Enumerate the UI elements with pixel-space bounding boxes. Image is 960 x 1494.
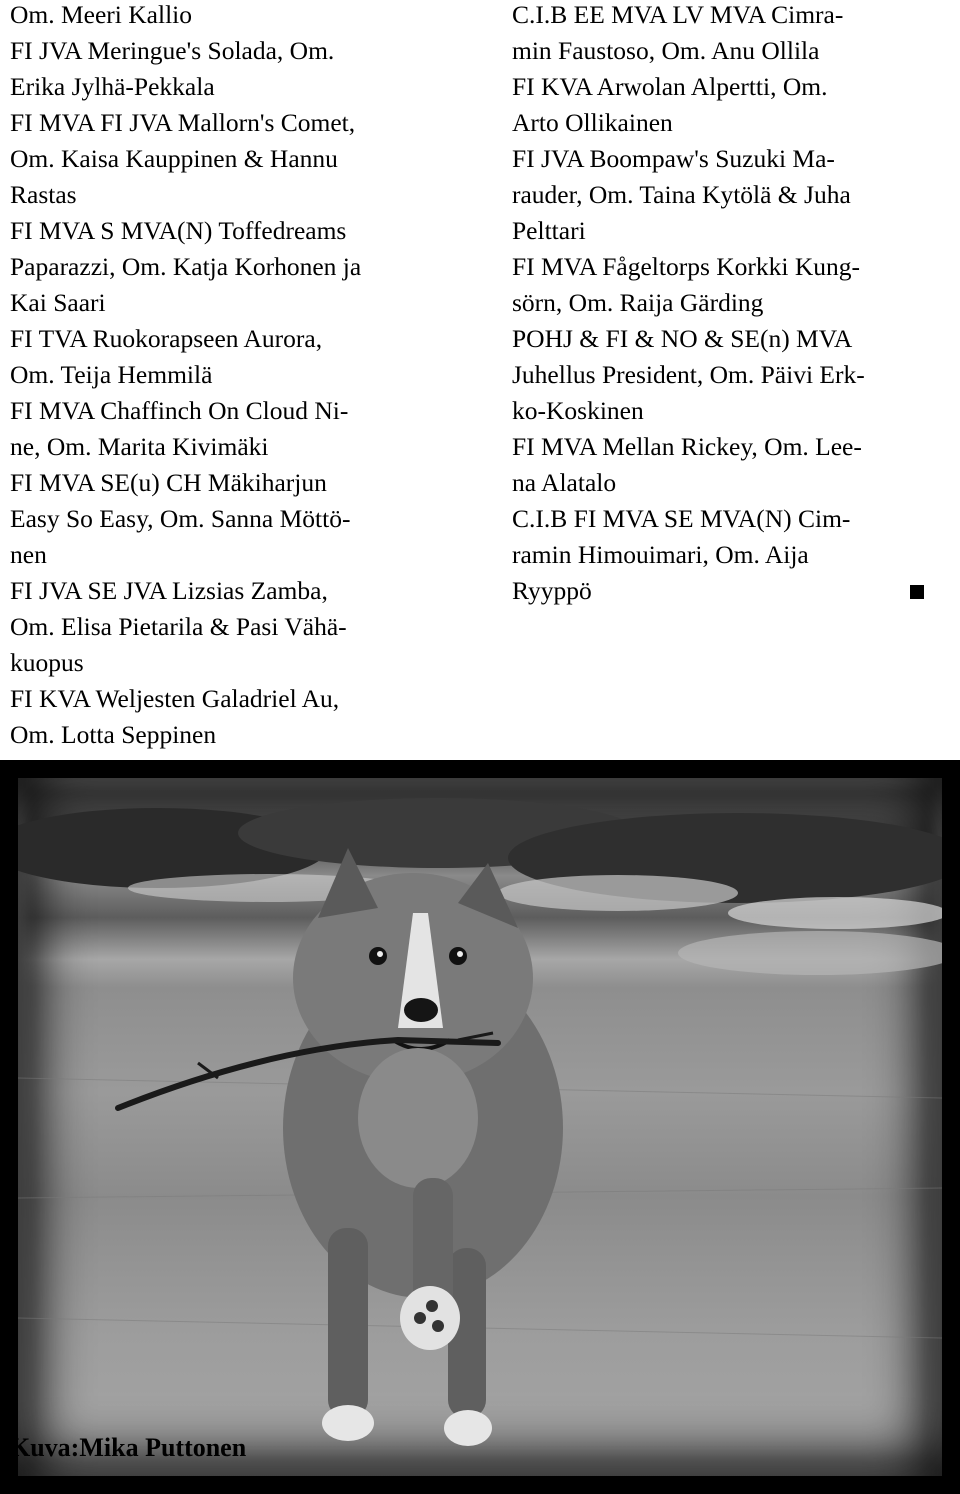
text-line: min Faustoso, Om. Anu Ollila [512,36,820,65]
text-line: ne, Om. Marita Kivimäki [10,432,269,461]
text-line: rauder, Om. Taina Kytölä & Juha [512,180,851,209]
text-line: sörn, Om. Raija Gärding [512,288,764,317]
text-line: POHJ & FI & NO & SE(n) MVA [512,324,853,353]
text-line: FI JVA SE JVA Lizsias Zamba, [10,576,328,605]
text-line: FI TVA Ruokorapseen Aurora, [10,324,323,353]
article-end-square-icon [910,585,924,599]
text-line: FI MVA Chaffinch On Cloud Ni- [10,396,349,425]
text-line: ko-Koskinen [512,396,644,425]
text-line: na Alatalo [512,468,617,497]
text-line: Rastas [10,180,77,209]
photo-caption: Kuva:Mika Puttonen [10,1433,247,1462]
text-line: Arto Ollikainen [512,108,673,137]
text-line: kuopus [10,648,84,677]
text-line: FI MVA SE(u) CH Mäkiharjun [10,468,327,497]
text-line: Paparazzi, Om. Katja Korhonen ja [10,252,362,281]
dog [283,848,563,1446]
text-line: Kai Saari [10,288,106,317]
text-line: FI MVA Mellan Rickey, Om. Lee- [512,432,862,461]
text-line: Om. Meeri Kallio [10,0,192,29]
dog-photo-drawing [18,778,942,1476]
dog-photo [18,778,942,1476]
text-line: FI KVA Weljesten Galadriel Au, [10,684,340,713]
text-line: Erika Jylhä-Pekkala [10,72,215,101]
photo-frame [0,760,960,1494]
text-line: C.I.B EE MVA LV MVA Cimra- [512,0,844,29]
text-line: FI JVA Boompaw's Suzuki Ma- [512,144,835,173]
text-line: Om. Kaisa Kauppinen & Hannu [10,144,338,173]
text-line: FI MVA Fågeltorps Korkki Kung- [512,252,861,281]
text-line: Om. Elisa Pietarila & Pasi Vähä- [10,612,347,641]
text-line: Juhellus President, Om. Päivi Erk- [512,360,865,389]
text-line: Pelttari [512,216,586,245]
text-line: Easy So Easy, Om. Sanna Möttö- [10,504,351,533]
text-line: nen [10,540,47,569]
text-line: ramin Himouimari, Om. Aija [512,540,809,569]
text-line: FI MVA FI JVA Mallorn's Comet, [10,108,356,137]
text-line: Om. Teija Hemmilä [10,360,213,389]
text-line: FI KVA Arwolan Alpertti, Om. [512,72,828,101]
text-line: FI JVA Meringue's Solada, Om. [10,36,335,65]
text-line: Ryyppö [512,576,592,605]
text-line: C.I.B FI MVA SE MVA(N) Cim- [512,504,851,533]
text-line: Om. Lotta Seppinen [10,720,217,749]
text-line: FI MVA S MVA(N) Toffedreams [10,216,347,245]
